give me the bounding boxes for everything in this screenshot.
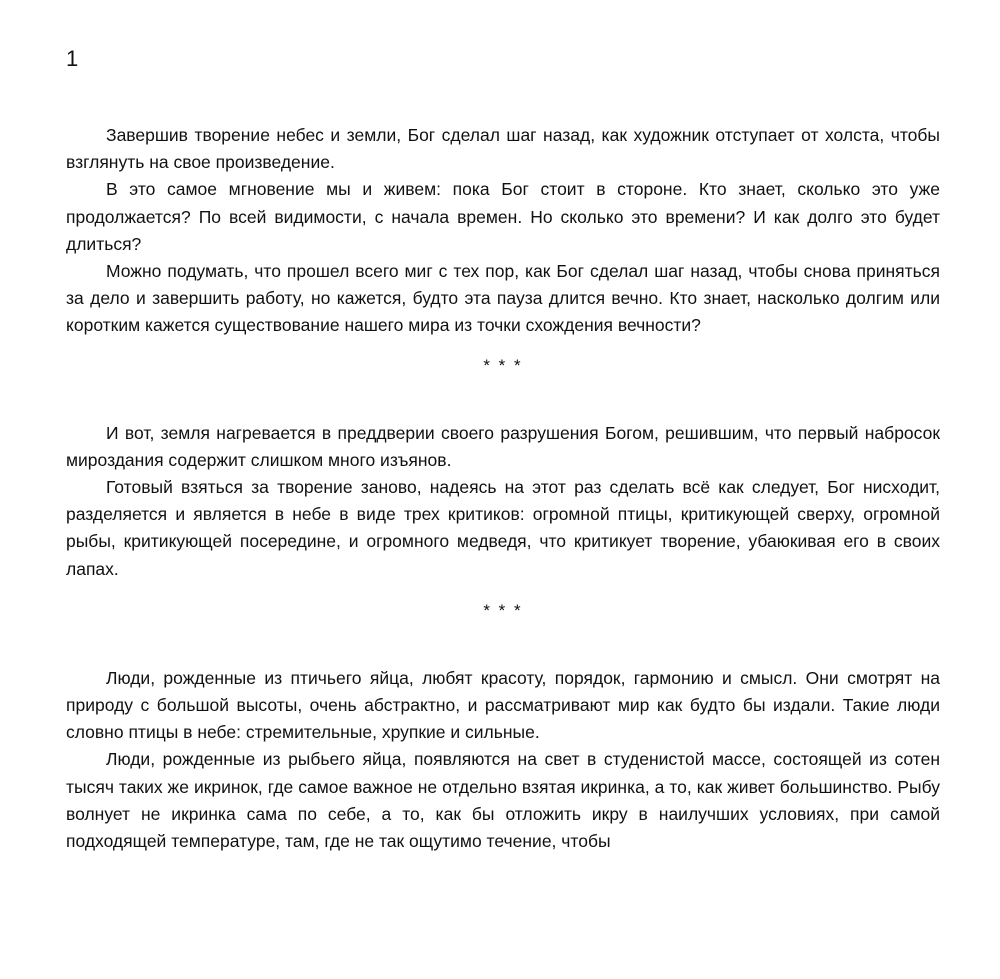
paragraph: Можно подумать, что прошел всего миг с тех пор, как Бог сделал шаг назад, чтобы снова приняться за дело и завершить работу, но кажется, будто эта пауза длится вечно. Кто знает, насколько долгим или коротким кажется существование нашего мира из точки схождения вечности? xyxy=(66,261,940,336)
paragraph: В это самое мгновение мы и живем: пока Бог стоит в стороне. Кто знает, сколько это уже продолжается? По всей видимости, с начала времен. Но сколько это времени? И как долго это будет длиться? xyxy=(66,179,940,254)
page-number: 1 xyxy=(66,46,79,71)
body-text xyxy=(66,122,940,855)
paragraph: Завершив творение небес и земли, Бог сделал шаг назад, как художник отступает от холста, чтобы взглянуть на свое произведение. xyxy=(66,125,940,173)
section-separator: * * * xyxy=(483,355,523,375)
paragraph: Люди, рожденные из птичьего яйца, любят красоту, порядок, гармонию и смысл. Они смотрят на природу с большой высоты, очень абстрактно, и рассматривают мир как будто бы издали. Такие люди словно птицы в небе: стремительные, хрупкие и сильные. xyxy=(66,667,940,743)
paragraph: Готовый взяться за творение заново, надеясь на этот раз сделать всё как следует, Бог нисходит, разделяется и является в небе в виде трех критиков: огромной птицы, критикующей сверху, огромной рыбы, критикующей посередине, и огромного медведя, что критикует творение, убаюкивая его в своих лапах. xyxy=(66,477,940,579)
paragraph: Люди, рожденные из рыбьего яйца, появляются на свет в студенистой массе, состоящей из сотен тысяч таких же икринок, где самое важное не отдельно взятая икринка, а то, как живет большинство. Рыбу волнует не икринка сама по себе, а то, как бы отложить икру в наилучших условиях, при самой подходящей температуре, там, где не так ощутимо течение, чтобы xyxy=(66,749,940,852)
paragraph: И вот, земля нагревается в преддверии своего разрушения Богом, решившим, что первый набросок мироздания содержит слишком много изъянов. xyxy=(66,422,940,470)
section-separator: * * * xyxy=(483,600,523,620)
